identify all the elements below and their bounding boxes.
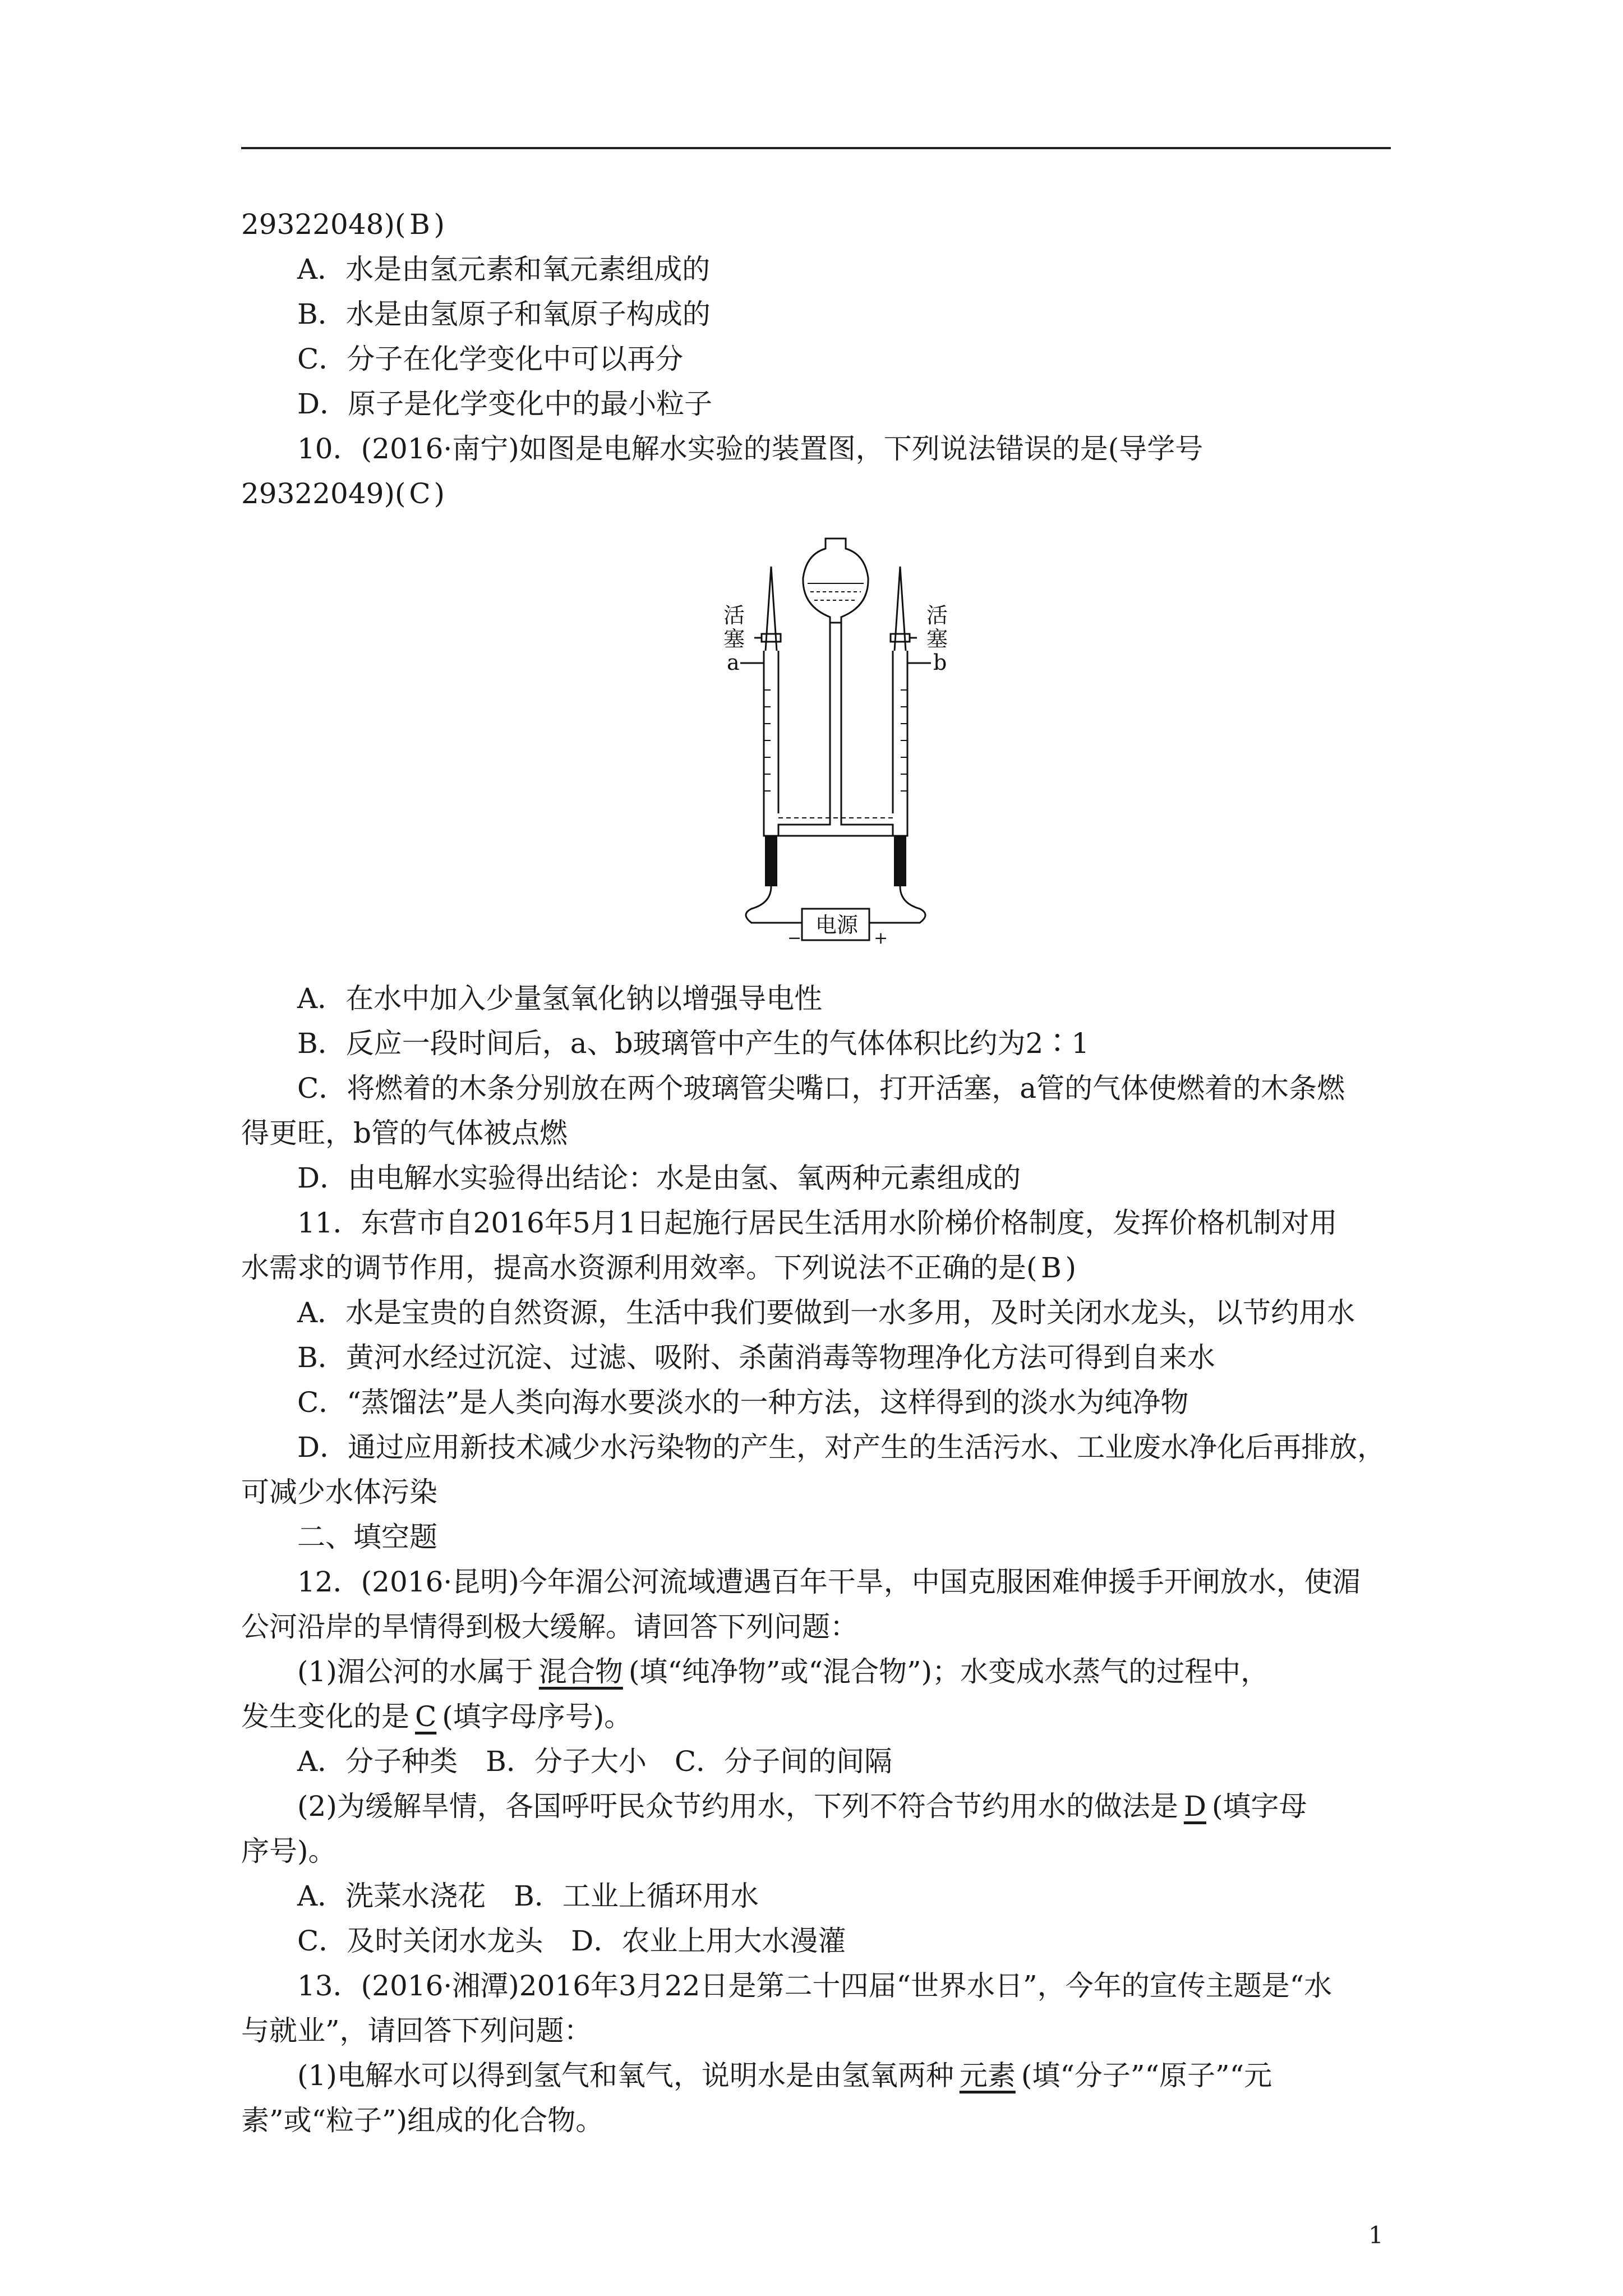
q9-option-d: D．原子是化学变化中的最小粒子	[297, 388, 713, 420]
q11-answer: B	[1041, 1251, 1062, 1284]
left-nozzle	[766, 567, 777, 651]
q10-stem-line2: 29322049)( C )	[241, 471, 1391, 516]
q11-option-c: C．“蒸馏法”是人类向海水要淡水的一种方法，这样得到的淡水为纯净物	[297, 1386, 1189, 1419]
electrolysis-apparatus-diagram	[718, 522, 953, 965]
valve-label-left-1: 活	[723, 603, 745, 628]
power-label: 电源	[815, 913, 859, 937]
q11-option-b: B．黄河水经过沉淀、过滤、吸附、杀菌消毒等物理净化方法可得到自来水	[297, 1341, 1215, 1374]
q13-stem-line2: 与就业”，请回答下列问题：	[241, 2014, 592, 2047]
q10-option-c-cont: 得更旺，b管的气体被点燃	[241, 1117, 568, 1149]
section-heading-fill-blank: 二、填空题	[297, 1521, 437, 1553]
q11-option-d-cont: 可减少水体污染	[241, 1476, 437, 1508]
q12-blank-3: D	[1183, 1790, 1206, 1823]
q9-option-b: B．水是由氢原子和氧原子构成的	[297, 298, 711, 330]
minus-label: −	[787, 928, 802, 948]
q13-blank-1: 元素	[959, 2059, 1016, 2092]
q12-blank-2: C	[415, 1700, 437, 1733]
header-rule	[241, 147, 1391, 149]
right-wire	[869, 886, 925, 923]
page-number: 1	[1368, 2221, 1384, 2249]
q12-part2-line2: 序号)。	[241, 1835, 336, 1867]
left-wire	[746, 886, 802, 923]
valve-label-right-1: 活	[926, 603, 948, 628]
q9-stem-tail: 29322048)( B )	[241, 202, 1391, 247]
q12-part2-options-1: A．洗菜水浇花 B．工业上循环用水	[297, 1880, 759, 1912]
q13-stem-line1: 13．(2016·湘潭)2016年3月22日是第二十四届“世界水日”，今年的宣传主题是“水	[297, 1970, 1332, 2002]
tube-b-label: b	[933, 650, 947, 675]
reservoir-bulb	[803, 539, 868, 623]
tube-a-label: a	[727, 650, 740, 675]
q13-part1-line2: 素”或“粒子”)组成的化合物。	[241, 2104, 604, 2137]
left-electrode	[765, 836, 777, 886]
q12-blank-1: 混合物	[538, 1655, 623, 1688]
valve-label-left-2: 塞	[723, 627, 745, 651]
q10-option-c: C．将燃着的木条分别放在两个玻璃管尖嘴口，打开活塞，a管的气体使燃着的木条燃	[297, 1072, 1345, 1105]
q12-part2-options-2: C．及时关闭水龙头 D．农业上用大水漫灌	[297, 1925, 846, 1957]
q10-option-a: A．在水中加入少量氢氧化钠以增强导电性	[297, 982, 823, 1015]
q11-stem-line2: 水需求的调节作用，提高水资源利用效率。下列说法不正确的是( B )	[241, 1245, 1391, 1290]
q12-part2-line1: (2)为缓解旱情，各国呼吁民众节约用水，下列不符合节约用水的做法是 D (填字母	[241, 1784, 1391, 1829]
q11-option-d: D．通过应用新技术减少水污染物的产生，对产生的生活污水、工业废水净化后再排放，	[297, 1431, 1386, 1464]
q12-stem-line2: 公河沿岸的旱情得到极大缓解。请回答下列问题：	[241, 1611, 858, 1643]
q12-part1-line1: (1)湄公河的水属于 混合物 (填“纯净物”或“混合物”)；水变成水蒸气的过程中，	[241, 1649, 1391, 1694]
q9-option-c: C．分子在化学变化中可以再分	[297, 343, 684, 375]
q10-answer: C	[409, 477, 431, 510]
q11-stem-line1: 11．东营市自2016年5月1日起施行居民生活用水阶梯价格制度，发挥价格机制对用	[297, 1207, 1338, 1239]
plus-label: +	[874, 928, 888, 948]
q12-stem-line1: 12．(2016·昆明)今年湄公河流域遭遇百年干旱，中国克服困难伸援手开闸放水，使湄	[297, 1566, 1361, 1598]
q11-option-a: A．水是宝贵的自然资源，生活中我们要做到一水多用，及时关闭水龙头，以节约用水	[297, 1296, 1355, 1329]
q12-part1-options: A．分子种类 B．分子大小 C．分子间的间隔	[297, 1745, 893, 1778]
q12-part1-line2: 发生变化的是 C (填字母序号)。	[241, 1694, 1391, 1739]
electrolysis-apparatus-figure	[241, 522, 1391, 965]
q10-option-d: D．由电解水实验得出结论：水是由氢、氧两种元素组成的	[297, 1162, 1021, 1194]
valve-label-right-2: 塞	[926, 627, 948, 651]
q9-option-a: A．水是由氢元素和氧元素组成的	[297, 253, 711, 286]
q13-part1-line1: (1)电解水可以得到氢气和氧气，说明水是由氢氧两种 元素 (填“分子”“原子”“元	[241, 2053, 1391, 2098]
q10-option-b: B．反应一段时间后，a、b玻璃管中产生的气体体积比约为2∶1	[297, 1027, 1090, 1060]
document-body	[241, 202, 1391, 2143]
q10-stem-line1: 10．(2016·南宁)如图是电解水实验的装置图，下列说法错误的是(导学号	[297, 432, 1204, 465]
q9-answer: B	[409, 208, 430, 241]
right-nozzle	[895, 567, 906, 651]
right-electrode	[894, 836, 906, 886]
